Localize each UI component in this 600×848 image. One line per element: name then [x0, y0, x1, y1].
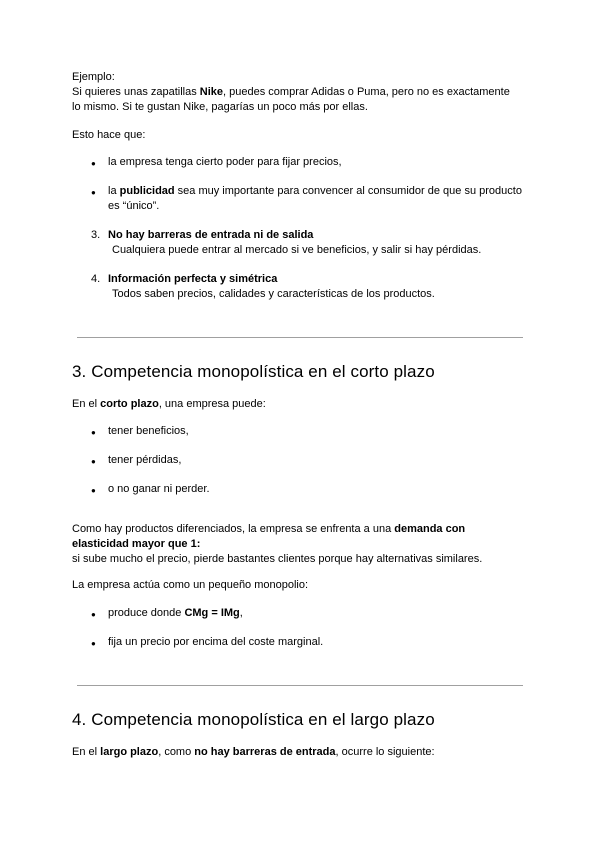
bullet-perdidas: tener pérdidas, [108, 454, 182, 466]
list-number: 4. [91, 273, 101, 285]
numbered-item-barreras: No hay barreras de entrada ni de salida Cualquiera puede entrar al mercado si ve beneficios, y salir si hay pérdidas. [108, 229, 482, 256]
bullet-icon: ● [91, 486, 96, 495]
esto-hace-que: Esto hace que: [72, 129, 146, 141]
section-4-intro: En el largo plazo, como no hay barreras de entrada, ocurre lo siguiente: [72, 746, 435, 758]
bullet-beneficios: tener beneficios, [108, 425, 189, 437]
bullet-icon: ● [91, 159, 96, 168]
numbered-item-informacion: Información perfecta y simétrica Todos saben precios, calidades y características de los productos. [108, 273, 435, 300]
bullet-poder-precios: la empresa tenga cierto poder para fijar precios, [108, 156, 342, 168]
bullet-ni-ganar: o no ganar ni perder. [108, 483, 210, 495]
example-block [72, 70, 532, 115]
bullet-icon: ● [91, 428, 96, 437]
section-4-heading: 4. Competencia monopolística en el largo plazo [72, 710, 435, 729]
elasticidad-paragraph: Como hay productos diferenciados, la empresa se enfrenta a una demanda con elasticidad mayor que 1: si sube mucho el precio, pierde bastantes clientes porque hay alternativas similares. [72, 523, 483, 565]
section-3-intro: En el corto plazo, una empresa puede: [72, 398, 266, 410]
bullet-icon: ● [91, 610, 96, 619]
list-number: 3. [91, 229, 101, 241]
bullet-icon: ● [91, 188, 96, 197]
bullet-cmg-img: produce donde CMg = IMg, [108, 607, 243, 619]
bullet-precio-coste: fija un precio por encima del coste marginal. [108, 636, 324, 648]
example-line-1: Si quieres unas zapatillas Nike, puedes comprar Adidas o Puma, pero no es exactamente [72, 86, 510, 98]
horizontal-divider [77, 337, 523, 338]
horizontal-divider [77, 685, 523, 686]
monopolio-intro: La empresa actúa como un pequeño monopolio: [72, 579, 309, 591]
example-line-2: lo mismo. Si te gustan Nike, pagarías un poco más por ellas. [72, 101, 368, 113]
bullet-publicidad: la publicidad sea muy importante para convencer al consumidor de que su producto es “único”. [108, 185, 522, 212]
bullet-icon: ● [91, 457, 96, 466]
example-label: Ejemplo: [72, 71, 115, 83]
section-3-heading: 3. Competencia monopolística en el corto plazo [72, 362, 435, 381]
bullet-icon: ● [91, 639, 96, 648]
